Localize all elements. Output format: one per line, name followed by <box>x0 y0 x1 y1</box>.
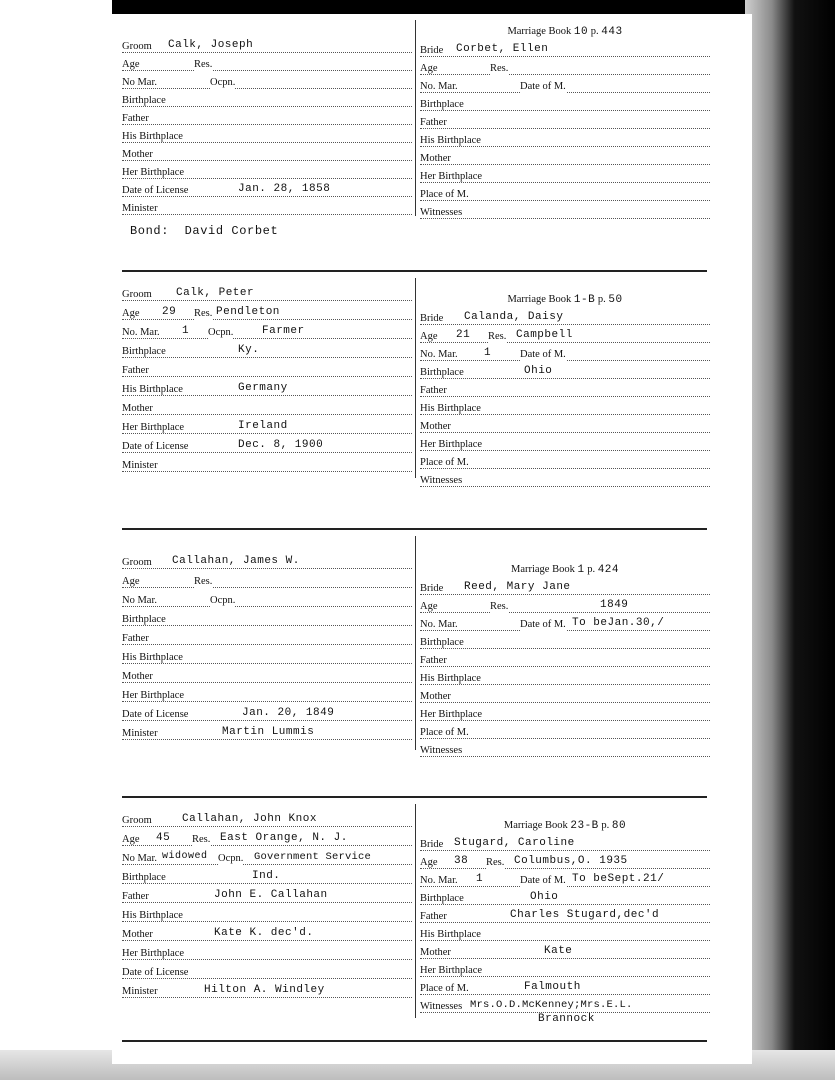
age-label: Age <box>122 834 140 845</box>
date-of-license-value: Dec. 8, 1900 <box>238 439 324 451</box>
father-row <box>122 630 412 648</box>
date-of-license-row <box>122 964 412 982</box>
mother-row <box>420 688 710 706</box>
ocpn-value: Government Service <box>254 851 372 863</box>
no-mar-row <box>420 872 710 890</box>
res-label: Res. <box>486 854 504 872</box>
age-row <box>122 573 412 591</box>
place-of-m-value: Falmouth <box>524 981 581 993</box>
father-row <box>420 382 710 400</box>
age-row <box>122 56 412 74</box>
her-birthplace-label: Her Birthplace <box>122 948 185 959</box>
page-label: p. <box>587 564 596 575</box>
age-row <box>420 854 710 872</box>
birthplace-label: Birthplace <box>420 637 464 648</box>
his-birthplace-label: His Birthplace <box>420 135 481 146</box>
mother-label: Mother <box>420 421 451 432</box>
date-of-license-label: Date of License <box>122 709 189 720</box>
witnesses-label: Witnesses <box>420 745 463 756</box>
no-mar-label: No Mar. <box>122 595 157 606</box>
marriage-book-value: 1-B <box>573 294 596 306</box>
res-label: Res. <box>488 328 506 346</box>
mother-row <box>122 668 412 686</box>
no-mar-label: No. Mar. <box>420 619 458 630</box>
his-birthplace-label: His Birthplace <box>122 652 183 663</box>
her-birthplace-label: Her Birthplace <box>122 422 185 433</box>
birthplace-value: Ky. <box>238 344 260 356</box>
no-mar-label: No. Mar. <box>420 349 458 360</box>
date-of-m-label: Date of M. <box>520 78 566 96</box>
bride-row <box>420 580 710 598</box>
father-value: John E. Callahan <box>214 889 328 901</box>
no-mar-row <box>420 78 710 96</box>
no-mar-row <box>122 324 412 342</box>
ocpn-label: Ocpn. <box>218 850 243 868</box>
date-of-license-value: Jan. 28, 1858 <box>238 183 331 195</box>
marriage-book-value: 1 <box>577 564 585 576</box>
witnesses-row <box>420 742 710 760</box>
place-of-m-label: Place of M. <box>420 727 469 738</box>
birthplace-row <box>420 96 710 114</box>
no-mar-label: No. Mar. <box>420 81 458 92</box>
age-label: Age <box>420 331 438 342</box>
mother-row <box>420 418 710 436</box>
res-value: Campbell <box>516 329 573 341</box>
father-row <box>420 652 710 670</box>
birthplace-row <box>420 364 710 382</box>
ocpn-label: Ocpn. <box>208 324 233 342</box>
his-birthplace-row <box>420 400 710 418</box>
his-birthplace-row <box>122 128 412 146</box>
birthplace-label: Birthplace <box>122 614 166 625</box>
bride-row <box>420 42 710 60</box>
birthplace-label: Birthplace <box>122 346 166 357</box>
his-birthplace-label: His Birthplace <box>122 910 183 921</box>
mother-label: Mother <box>122 671 153 682</box>
his-birthplace-label: His Birthplace <box>420 929 481 940</box>
mother-label: Mother <box>122 149 153 160</box>
age-value: 21 <box>456 329 471 341</box>
mother-label: Mother <box>420 691 451 702</box>
place-of-m-label: Place of M. <box>420 983 469 994</box>
her-birthplace-row <box>122 945 412 963</box>
no-mar-label: No. Mar. <box>122 327 160 338</box>
mother-row <box>122 926 412 944</box>
ocpn-label: Ocpn. <box>210 592 235 610</box>
minister-label: Minister <box>122 728 158 739</box>
her-birthplace-value: Ireland <box>238 420 288 432</box>
minister-value: Martin Lummis <box>222 726 315 738</box>
witnesses-continued-row <box>420 1012 710 1030</box>
scan-right-edge <box>745 0 835 1080</box>
res-label: Res. <box>194 573 212 591</box>
place-of-m-label: Place of M. <box>420 457 469 468</box>
ocpn-label: Ocpn. <box>210 74 235 92</box>
her-birthplace-row <box>420 706 710 724</box>
her-birthplace-label: Her Birthplace <box>420 439 483 450</box>
groom-label: Groom <box>122 289 152 300</box>
age-row <box>122 305 412 323</box>
groom-name: Callahan, James W. <box>172 555 300 567</box>
birthplace-value: Ind. <box>252 870 281 882</box>
date-of-license-row <box>122 182 412 200</box>
place-of-m-row <box>420 724 710 742</box>
date-of-m-value: To beSept.21/ <box>572 873 665 885</box>
page-label: p. <box>590 26 599 37</box>
father-label: Father <box>420 655 447 666</box>
father-label: Father <box>122 365 149 376</box>
date-of-license-row <box>122 438 412 456</box>
place-of-m-row <box>420 454 710 472</box>
mother-label: Mother <box>122 929 153 940</box>
groom-row <box>122 812 412 830</box>
witnesses-row <box>420 472 710 490</box>
age-value: 29 <box>162 306 177 318</box>
ocpn-value: Farmer <box>262 325 305 337</box>
no-mar-value: 1 <box>182 325 190 337</box>
birthplace-row <box>122 92 412 110</box>
bride-name: Stugard, Caroline <box>454 837 575 849</box>
father-value: Charles Stugard,dec'd <box>510 909 660 921</box>
bride-label: Bride <box>420 839 444 850</box>
place-of-m-row <box>420 186 710 204</box>
witnesses-row <box>420 204 710 222</box>
witnesses-value-continued: Brannock <box>538 1013 595 1025</box>
date-of-m-label: Date of M. <box>520 346 566 364</box>
bond-value: David Corbet <box>184 224 279 238</box>
marriage-record-card <box>122 796 707 1046</box>
marriage-book-header <box>420 292 710 308</box>
marriage-book-header <box>420 24 710 40</box>
mother-value: Kate K. dec'd. <box>214 927 314 939</box>
minister-row <box>122 983 412 1001</box>
bond-label: Bond: <box>130 224 170 238</box>
minister-label: Minister <box>122 460 158 471</box>
res-value: Pendleton <box>216 306 280 318</box>
no-mar-value: 1 <box>476 873 484 885</box>
marriage-book-value: 23-B <box>570 820 599 832</box>
date-of-license-row <box>122 706 412 724</box>
date-of-license-label: Date of License <box>122 441 189 452</box>
marriage-book-header <box>420 818 710 834</box>
bride-name: Calanda, Daisy <box>464 311 564 323</box>
page-label: p. <box>597 294 606 305</box>
no-mar-row <box>420 616 710 634</box>
minister-label: Minister <box>122 986 158 997</box>
birthplace-row <box>122 869 412 887</box>
date-of-m-value: To beJan.30,/ <box>572 617 665 629</box>
her-birthplace-row <box>122 687 412 705</box>
no-mar-row <box>122 592 412 610</box>
witnesses-value: Mrs.O.D.McKenney;Mrs.E.L. <box>470 999 633 1011</box>
age-value: 45 <box>156 832 171 844</box>
father-label: Father <box>420 117 447 128</box>
mother-row <box>420 150 710 168</box>
marriage-book-header <box>420 562 710 578</box>
age-label: Age <box>122 576 140 587</box>
mother-value: Kate <box>544 945 573 957</box>
birthplace-row <box>122 343 412 361</box>
index-card-sheet <box>112 14 752 1064</box>
groom-name: Callahan, John Knox <box>182 813 317 825</box>
his-birthplace-row <box>420 132 710 150</box>
page-label: p. <box>601 820 610 831</box>
groom-label: Groom <box>122 557 152 568</box>
bride-name: Reed, Mary Jane <box>464 581 571 593</box>
age-value: 38 <box>454 855 469 867</box>
no-mar-value: widowed <box>162 851 208 862</box>
father-row <box>122 110 412 128</box>
no-mar-label: No Mar. <box>122 77 157 88</box>
groom-name: Calk, Joseph <box>168 39 254 51</box>
her-birthplace-label: Her Birthplace <box>122 690 185 701</box>
date-of-m-label: Date of M. <box>520 872 566 890</box>
age-label: Age <box>420 857 438 868</box>
marriage-book-label: Marriage Book <box>507 26 572 37</box>
page-value: 80 <box>611 820 627 832</box>
her-birthplace-row <box>420 436 710 454</box>
birthplace-label: Birthplace <box>122 95 166 106</box>
groom-row <box>122 554 412 572</box>
his-birthplace-label: His Birthplace <box>122 384 183 395</box>
mother-row <box>420 944 710 962</box>
his-birthplace-row <box>122 381 412 399</box>
marriage-book-label: Marriage Book <box>503 820 568 831</box>
birthplace-value: Ohio <box>524 365 553 377</box>
age-row <box>420 598 710 616</box>
age-row <box>420 60 710 78</box>
bride-label: Bride <box>420 45 444 56</box>
father-label: Father <box>122 113 149 124</box>
mother-label: Mother <box>420 947 451 958</box>
no-mar-label: No. Mar. <box>420 875 458 886</box>
his-birthplace-row <box>122 649 412 667</box>
no-mar-row <box>122 850 412 868</box>
minister-row <box>122 725 412 743</box>
his-birthplace-row <box>122 907 412 925</box>
age-label: Age <box>122 59 140 70</box>
her-birthplace-label: Her Birthplace <box>122 167 185 178</box>
mother-label: Mother <box>122 403 153 414</box>
groom-row <box>122 286 412 304</box>
groom-label: Groom <box>122 41 152 52</box>
mother-row <box>122 400 412 418</box>
his-birthplace-row <box>420 670 710 688</box>
page-value: 443 <box>601 26 623 38</box>
page-value: 50 <box>608 294 623 306</box>
no-mar-row <box>420 346 710 364</box>
minister-label: Minister <box>122 203 158 214</box>
age-row <box>420 328 710 346</box>
res-label: Res. <box>192 831 210 849</box>
father-row <box>122 362 412 380</box>
birthplace-row <box>122 611 412 629</box>
marriage-book-label: Marriage Book <box>507 294 572 305</box>
her-birthplace-label: Her Birthplace <box>420 965 483 976</box>
date-of-license-value: Jan. 20, 1849 <box>242 707 335 719</box>
birthplace-label: Birthplace <box>420 367 464 378</box>
date-of-m-label: Date of M. <box>520 616 566 634</box>
res-label: Res. <box>490 60 508 78</box>
his-birthplace-label: His Birthplace <box>420 403 481 414</box>
her-birthplace-label: Her Birthplace <box>420 171 483 182</box>
marriage-record-card <box>122 528 707 788</box>
date-of-license-label: Date of License <box>122 967 189 978</box>
father-row <box>122 888 412 906</box>
place-of-m-label: Place of M. <box>420 189 469 200</box>
marriage-record-card <box>122 270 707 520</box>
age-label: Age <box>122 308 140 319</box>
father-label: Father <box>122 633 149 644</box>
no-mar-label: No Mar. <box>122 853 157 864</box>
bride-label: Bride <box>420 313 444 324</box>
scan-left-margin <box>0 0 112 1080</box>
age-label: Age <box>420 601 438 612</box>
birthplace-value: Ohio <box>530 891 559 903</box>
witnesses-label: Witnesses <box>420 1001 463 1012</box>
father-row <box>420 114 710 132</box>
birthplace-label: Birthplace <box>122 872 166 883</box>
no-mar-row <box>122 74 412 92</box>
father-label: Father <box>420 911 447 922</box>
witnesses-label: Witnesses <box>420 207 463 218</box>
no-mar-value: 1 <box>484 347 492 359</box>
minister-row <box>122 457 412 475</box>
her-birthplace-row <box>420 168 710 186</box>
res-value: East Orange, N. J. <box>220 832 348 844</box>
res-label: Res. <box>194 56 212 74</box>
groom-label: Groom <box>122 815 152 826</box>
groom-name: Calk, Peter <box>176 287 255 299</box>
mother-row <box>122 146 412 164</box>
bond-line <box>130 224 278 238</box>
his-birthplace-label: His Birthplace <box>122 131 183 142</box>
age-label: Age <box>420 63 438 74</box>
witnesses-label: Witnesses <box>420 475 463 486</box>
minister-value: Hilton A. Windley <box>204 984 325 996</box>
res-value: Columbus,O. 1935 <box>514 855 628 867</box>
marriage-book-value: 10 <box>573 26 589 38</box>
birthplace-row <box>420 634 710 652</box>
marriage-record-card <box>122 20 707 260</box>
birthplace-label: Birthplace <box>420 99 464 110</box>
res-label: Res. <box>490 598 508 616</box>
bottom-rule <box>122 1040 707 1042</box>
his-birthplace-label: His Birthplace <box>420 673 481 684</box>
minister-row <box>122 200 412 218</box>
bride-label: Bride <box>420 583 444 594</box>
page-value: 424 <box>597 564 620 576</box>
res-label: Res. <box>194 305 212 323</box>
res-value: 1849 <box>600 599 629 611</box>
mother-label: Mother <box>420 153 451 164</box>
birthplace-label: Birthplace <box>420 893 464 904</box>
groom-row <box>122 38 412 56</box>
her-birthplace-row <box>122 419 412 437</box>
date-of-license-label: Date of License <box>122 185 189 196</box>
father-label: Father <box>420 385 447 396</box>
her-birthplace-label: Her Birthplace <box>420 709 483 720</box>
father-label: Father <box>122 891 149 902</box>
marriage-book-label: Marriage Book <box>510 564 575 575</box>
father-row <box>420 908 710 926</box>
age-row <box>122 831 412 849</box>
his-birthplace-value: Germany <box>238 382 288 394</box>
bride-name: Corbet, Ellen <box>456 43 549 55</box>
